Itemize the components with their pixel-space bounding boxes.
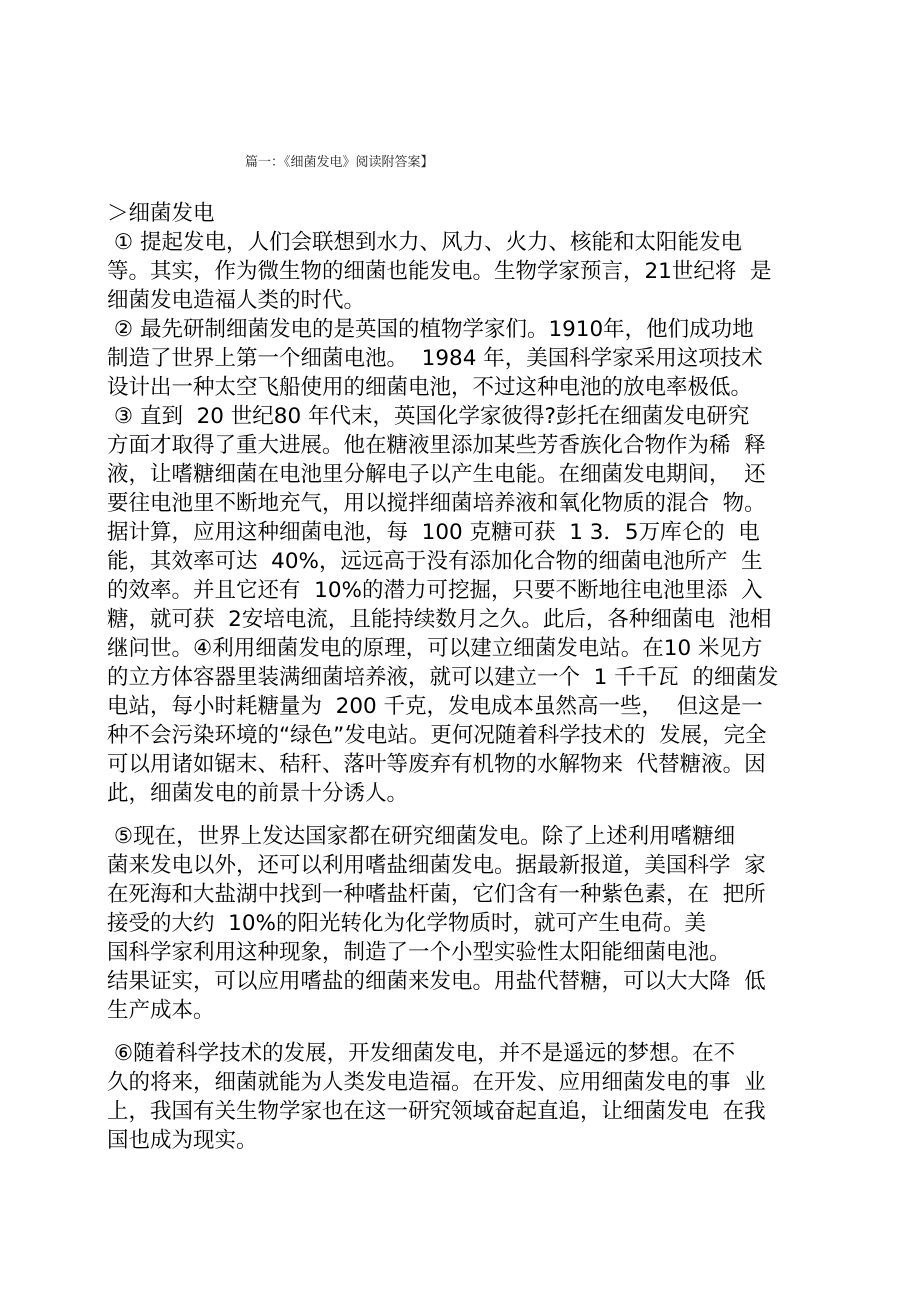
document-header: 篇一：《细菌发电》阅读附答案】: [245, 155, 434, 170]
text-line: 生产成本。: [107, 998, 215, 1023]
text-line: 在死海和大盐湖中找到一种嗜盐杆菌，它们含有一种紫色素，在 把所: [107, 882, 766, 907]
paragraph: [107, 228, 827, 808]
text-line: 的立方体容器里装满细菌培养液，就可以建立一个 1 千千瓦 的细菌发: [107, 665, 779, 690]
text-line: 国科学家利用这种现象，制造了一个小型实验性太阳能细菌电池。: [107, 940, 731, 965]
text-line: 能，其效率可达 40%，远远高于没有添加化合物的细菌电池所产 生: [107, 549, 763, 574]
text-line: 继问世。④利用细菌发电的原理，可以建立细菌发电站。在10 米见方: [107, 636, 763, 661]
text-line: 方面才取得了重大进展。他在糖液里添加某些芳香族化合物作为稀 释: [107, 433, 766, 458]
text-line: 制造了世界上第一个细菌电池。 1984 年，美国科学家采用这项技术: [107, 346, 763, 371]
article-paragraphs: [107, 228, 827, 1155]
text-line: 可以用诸如锯末、秸秆、落叶等废弃有机物的水解物来 代替糖液。因: [107, 752, 766, 777]
text-line: ③ 直到 20 世纪80 年代末，英国化学家彼得?彭托在细菌发电研究: [107, 404, 750, 429]
text-line: 液，让嗜糖细菌在电池里分解电子以产生电能。在细菌发电期间， 还: [107, 462, 766, 487]
text-line: ⑥随着科学技术的发展，开发细菌发电，并不是遥远的梦想。在不: [107, 1041, 736, 1066]
text-line: 糖，就可获 2安培电流，且能持续数月之久。此后，各种细菌电 池相: [107, 607, 772, 632]
text-line: 细菌发电造福人类的时代。: [107, 288, 366, 313]
text-line: 等。其实，作为微生物的细菌也能发电。生物学家预言，21世纪将 是: [107, 259, 772, 284]
text-line: 据计算，应用这种细菌电池，每 100 克糖可获 1 3．5万库仑的 电: [107, 520, 760, 545]
text-line: 电站，每小时耗糖量为 200 千克，发电成本虽然高一些， 但这是一: [107, 694, 763, 719]
article-body: [107, 199, 827, 1155]
article-title: ＞细菌发电: [107, 201, 215, 226]
paragraph: [107, 1039, 827, 1155]
text-line: 结果证实，可以应用嗜盐的细菌来发电。用盐代替糖，可以大大降 低: [107, 969, 766, 994]
text-line: ① 提起发电，人们会联想到水力、风力、火力、核能和太阳能发电: [107, 230, 742, 255]
text-line: 的效率。并且它还有 10%的潜力可挖掘，只要不断地往电池里添 入: [107, 578, 763, 603]
text-line: ② 最先研制细菌发电的是英国的植物学家们。1910年，他们成功地: [107, 317, 754, 342]
paragraph: [107, 822, 827, 1025]
text-line: 久的将来，细菌就能为人类发电造福。在开发、应用细菌发电的事 业: [107, 1070, 766, 1095]
text-line: 要往电池里不断地充气，用以搅拌细菌培养液和氧化物质的混合 物。: [107, 491, 766, 516]
text-line: 菌来发电以外，还可以利用嗜盐细菌发电。据最新报道，美国科学 家: [107, 853, 766, 878]
text-line: 接受的大约 10%的阳光转化为化学物质时，就可产生电荷。美: [107, 911, 706, 936]
text-line: 国也成为现实。: [107, 1128, 258, 1153]
text-line: 此，细菌发电的前景十分诱人。: [107, 781, 409, 806]
text-line: ⑤现在，世界上发达国家都在研究细菌发电。除了上述利用嗜糖细: [107, 824, 736, 849]
text-line: 上，我国有关生物学家也在这一研究领域奋起直追，让细菌发电 在我: [107, 1099, 766, 1124]
text-line: 设计出一种太空飞船使用的细菌电池，不过这种电池的放电率极低。: [107, 375, 753, 400]
text-line: 种不会污染环境的“绿色”发电站。更何况随着科学技术的 发展，完全: [107, 723, 767, 748]
